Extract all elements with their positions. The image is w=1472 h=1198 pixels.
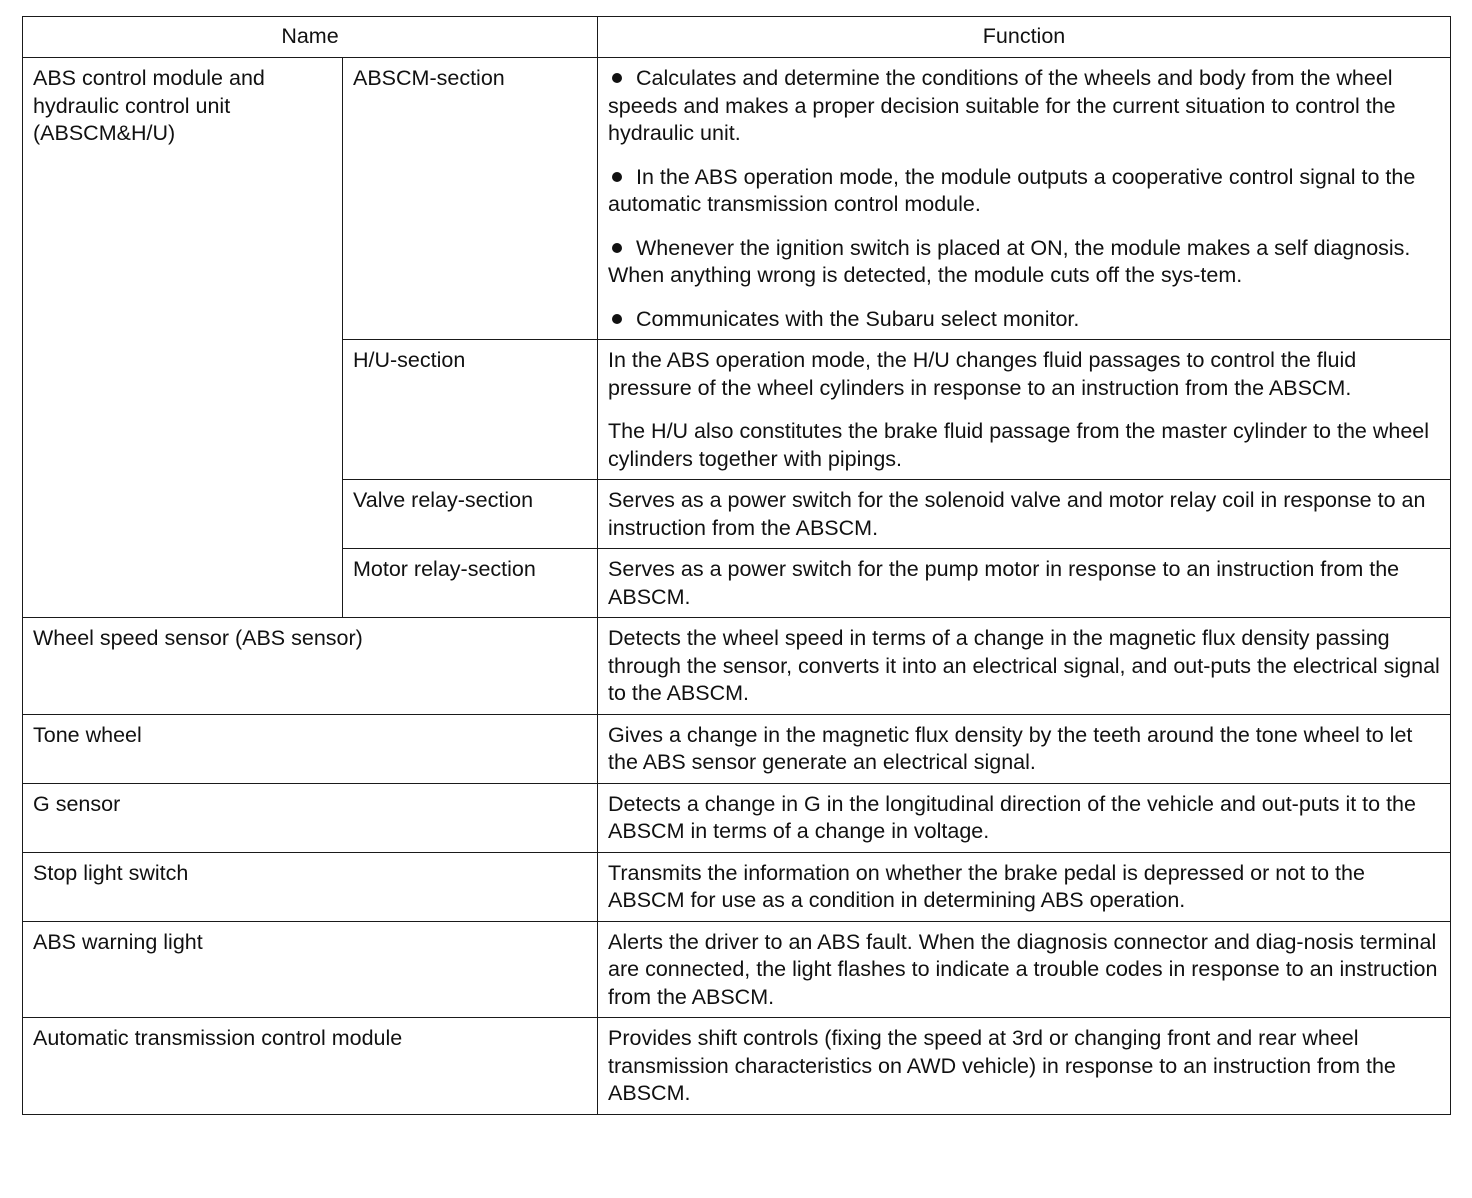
function-bullet: Whenever the ignition switch is placed at ON, the module makes a self diagnosis. When anything wrong is detected, the module cuts off the sys-tem. [608,235,1411,287]
group-name-cell [23,58,343,618]
function-text: Serves as a power switch for the solenoid valve and motor relay coil in response to an instruction from the ABSCM. [608,488,1426,540]
component-name-cell [23,921,598,1018]
header-name: Name [23,17,598,58]
component-name-cell [23,714,598,783]
function-cell [598,783,1451,852]
table-row [23,1018,1451,1115]
function-text: Provides shift controls (fixing the speed at 3rd or changing front and rear wheel transmission characteristics on AWD vehicle) in response to an instruction from the ABSCM. [608,1026,1396,1105]
function-cell [598,618,1451,715]
function-text: Serves as a power switch for the pump motor in response to an instruction from the ABSCM. [608,557,1400,609]
function-bullet: Calculates and determine the conditions of the wheels and body from the wheel speeds and makes a proper decision suitable for the current situation to control the hydraulic unit. [608,66,1396,145]
component-function-table [22,16,1451,1115]
bullet-icon [612,172,622,182]
function-text: Detects a change in G in the longitudinal direction of the vehicle and out-puts it to the ABSCM in terms of a change in voltage. [608,791,1416,843]
component-name: Stop light switch [33,860,189,885]
function-cell [598,852,1451,921]
table-row [23,58,1451,340]
function-bullet: In the ABS operation mode, the module outputs a cooperative control signal to the automatic transmission control module. [608,164,1416,216]
table-row [23,618,1451,715]
component-name: Wheel speed sensor (ABS sensor) [33,626,363,650]
function-text: Detects the wheel speed in terms of a change in the magnetic flux density passing through the sensor, converts it into an electrical signal, and out-puts the electrical signal to the ABSCM. [608,626,1440,705]
function-cell [598,549,1451,618]
function-bullet: Communicates with the Subaru select monitor. [608,306,1440,334]
function-text: The H/U also constitutes the brake fluid passage from the master cylinder to the wheel cylinders together with pipings. [608,419,1430,471]
subsection-name: Valve relay-section [353,488,534,512]
subsection-name-cell [343,549,598,618]
component-name-cell [23,852,598,921]
subsection-name-cell [343,340,598,480]
table-row [23,783,1451,852]
header-row [23,17,1451,58]
function-cell [598,340,1451,480]
function-text: In the ABS operation mode, the H/U changes fluid passages to control the fluid pressure of the wheel cylinders in response to an instruction from the ABSCM. [608,348,1357,400]
component-name-cell [23,618,598,715]
function-text: Transmits the information on whether the brake pedal is depressed or not to the ABSCM for use as a condition in determining ABS operation. [608,860,1365,912]
component-name: G sensor [33,791,121,816]
subsection-name-cell [343,480,598,549]
function-cell [598,1018,1451,1115]
function-cell [598,58,1451,340]
function-cell [598,714,1451,783]
component-name-cell [23,783,598,852]
function-text: Gives a change in the magnetic flux density by the teeth around the tone wheel to let the ABS sensor generate an electrical signal. [608,722,1413,774]
table-row [23,921,1451,1018]
table-row [23,714,1451,783]
subsection-name: H/U-section [353,348,466,372]
table-row [23,852,1451,921]
bullet-icon [612,243,622,253]
subsection-name: ABSCM-section [353,66,505,90]
component-name: Tone wheel [33,722,142,747]
component-name: ABS warning light [33,929,203,954]
component-name-cell [23,1018,598,1115]
bullet-icon [612,314,622,324]
component-name: Automatic transmission control module [33,1026,403,1050]
bullet-icon [612,73,622,83]
subsection-name: Motor relay-section [353,557,536,581]
subsection-name-cell [343,58,598,340]
function-cell [598,921,1451,1018]
function-cell [598,480,1451,549]
header-function: Function [598,17,1451,58]
group-name: ABS control module and hydraulic control unit (ABSCM&H/U) [33,66,265,145]
function-text: Alerts the driver to an ABS fault. When the diagnosis connector and diag-nosis terminal are connected, the light flashes to indicate a trouble codes in response to an instruction from the ABSCM. [608,929,1438,1009]
